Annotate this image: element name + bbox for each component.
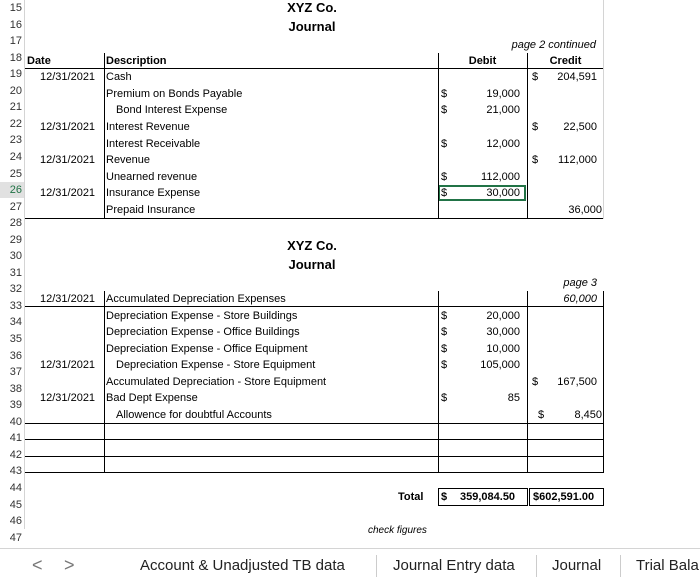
header-description: Description [106, 55, 167, 67]
header-credit: Credit [549, 55, 582, 67]
next-sheet-icon[interactable]: > [64, 555, 75, 575]
currency-sign: $ [441, 359, 448, 371]
j2-desc-8: Allowence for doubtful Accounts [116, 409, 272, 421]
j2-date-5: 12/31/2021 [40, 359, 96, 371]
row-header[interactable]: 36 [0, 348, 24, 364]
j1-desc-9: Prepaid Insurance [106, 204, 196, 216]
row-header[interactable]: 21 [0, 99, 24, 115]
j1-desc-7: Unearned revenue [106, 171, 198, 183]
j2-desc-3: Depreciation Expense - Office Buildings [106, 326, 300, 338]
journal-title-2: Journal [288, 257, 336, 272]
row-header[interactable]: 17 [0, 33, 24, 49]
page-amount-2: 60,000 [563, 293, 597, 305]
row-header[interactable]: 47 [0, 530, 24, 546]
tab-journal-entry-data[interactable]: Journal Entry data [393, 557, 515, 574]
row-header[interactable]: 22 [0, 116, 24, 132]
currency-sign: $ [441, 104, 448, 116]
sheet-tab-bar [0, 548, 700, 584]
total-label: Total [398, 491, 424, 503]
j1-desc-5: Interest Receivable [106, 138, 201, 150]
j1-debit-2: 19,000 [486, 88, 520, 100]
row-header[interactable]: 27 [0, 199, 24, 215]
j1-date-4: 12/31/2021 [40, 121, 96, 133]
row-header[interactable]: 19 [0, 66, 24, 82]
j2-credit-8: 8,450 [574, 409, 602, 421]
row-header[interactable]: 34 [0, 314, 24, 330]
j1-desc-2: Premium on Bonds Payable [106, 88, 243, 100]
row-header[interactable]: 42 [0, 447, 24, 463]
row-header[interactable]: 24 [0, 149, 24, 165]
j1-date-1: 12/31/2021 [40, 71, 96, 83]
grid-line [527, 291, 528, 473]
header-debit: Debit [468, 55, 497, 67]
currency-sign: $ [441, 138, 448, 150]
active-cell-selection[interactable] [438, 185, 526, 201]
j1-desc-8: Insurance Expense [106, 187, 201, 199]
currency-sign: $ [538, 409, 545, 421]
row-header[interactable]: 20 [0, 83, 24, 99]
currency-sign: $ [532, 376, 539, 388]
j1-desc-4: Interest Revenue [106, 121, 190, 133]
currency-sign: $ [441, 491, 448, 503]
grid-line [25, 218, 603, 219]
tab-trial-balance[interactable]: Trial Bala [636, 557, 699, 574]
journal-title-1: Journal [288, 19, 336, 34]
row-header[interactable]: 37 [0, 364, 24, 380]
header-date: Date [27, 55, 51, 67]
row-header[interactable]: 45 [0, 497, 24, 513]
currency-sign: $ [441, 326, 448, 338]
j2-debit-5: 105,000 [480, 359, 520, 371]
row-header-border [24, 0, 25, 529]
page-label-1: page 2 continued [511, 39, 596, 51]
j2-desc-5: Depreciation Expense - Store Equipment [116, 359, 316, 371]
j2-debit-2: 20,000 [486, 310, 520, 322]
prev-sheet-icon[interactable]: < [32, 555, 43, 575]
grid-line [25, 423, 603, 424]
j2-debit-4: 10,000 [486, 343, 520, 355]
tab-separator [536, 555, 537, 577]
row-header[interactable]: 25 [0, 166, 24, 182]
grid-line [104, 53, 105, 219]
grid-line [438, 53, 439, 219]
row-header[interactable]: 46 [0, 513, 24, 529]
row-header[interactable]: 43 [0, 463, 24, 479]
tab-journal[interactable]: Journal [552, 557, 602, 574]
currency-sign: $ [441, 310, 448, 322]
grid-line [438, 291, 439, 473]
j2-credit-6: 167,500 [557, 376, 597, 388]
grid-line [104, 291, 105, 473]
grid-line [25, 472, 603, 473]
page-label-2: page 3 [563, 277, 597, 289]
row-header[interactable]: 40 [0, 414, 24, 430]
total-debit-box [438, 488, 528, 506]
j1-debit-3: 21,000 [486, 104, 520, 116]
currency-sign: $ [441, 343, 448, 355]
tab-account-unadjusted-tb-data[interactable]: Account & Unadjusted TB data [140, 557, 345, 574]
j1-date-8: 12/31/2021 [40, 187, 96, 199]
j1-date-6: 12/31/2021 [40, 154, 96, 166]
j1-desc-3: Bond Interest Expense [116, 104, 228, 116]
company-title-2: XYZ Co. [287, 238, 337, 253]
row-header[interactable]: 41 [0, 430, 24, 446]
currency-sign: $ [441, 171, 448, 183]
j1-debit-7: 112,000 [481, 171, 520, 183]
company-title-1: XYZ Co. [287, 0, 337, 15]
row-header[interactable]: 39 [0, 397, 24, 413]
row-header[interactable]: 32 [0, 281, 24, 297]
currency-sign: $ [532, 71, 539, 83]
j2-desc-2: Depreciation Expense - Store Buildings [106, 310, 298, 322]
j2-debit-7: 85 [507, 392, 520, 404]
j2-debit-3: 30,000 [486, 326, 520, 338]
j2-date-7: 12/31/2021 [40, 392, 96, 404]
j1-desc-1: Cash [106, 71, 132, 83]
j2-desc-7: Bad Dept Expense [106, 392, 198, 404]
row-header[interactable]: 44 [0, 480, 24, 496]
total-credit: $602,591.00 [533, 491, 595, 503]
row-header[interactable]: 33 [0, 298, 24, 314]
grid-line [25, 306, 603, 307]
row-header[interactable]: 29 [0, 232, 24, 248]
grid-line [25, 68, 603, 69]
j1-credit-6: 112,000 [558, 154, 597, 166]
j1-credit-9: 36,000 [568, 204, 602, 216]
j2-date-1: 12/31/2021 [40, 293, 96, 305]
j2-desc-1: Accumulated Depreciation Expenses [106, 293, 286, 305]
check-figures-label: check figures [368, 525, 427, 536]
grid-line [25, 439, 603, 440]
row-header[interactable]: 26 [0, 182, 24, 198]
total-debit: 359,084.50 [460, 491, 516, 503]
j2-desc-6: Accumulated Depreciation - Store Equipment [106, 376, 327, 388]
currency-sign: $ [532, 121, 539, 133]
j2-desc-4: Depreciation Expense - Office Equipment [106, 343, 308, 355]
total-credit-box [529, 488, 604, 506]
currency-sign: $ [441, 392, 448, 404]
j1-credit-4: 22,500 [563, 121, 597, 133]
row-header[interactable]: 38 [0, 381, 24, 397]
j1-credit-first: 204,591 [557, 71, 597, 83]
currency-sign: $ [441, 88, 448, 100]
row-header[interactable]: 18 [0, 50, 24, 66]
row-header[interactable]: 23 [0, 132, 24, 148]
row-header[interactable]: 30 [0, 248, 24, 264]
currency-sign: $ [532, 154, 539, 166]
row-header[interactable]: 35 [0, 331, 24, 347]
row-header[interactable]: 31 [0, 265, 24, 281]
j1-desc-6: Revenue [106, 154, 151, 166]
tab-separator [620, 555, 621, 577]
grid-line [603, 291, 604, 473]
row-header[interactable]: 28 [0, 215, 24, 231]
grid-line [25, 456, 603, 457]
tab-separator [376, 555, 377, 577]
j1-debit-8: 30,000 [486, 187, 520, 199]
currency-sign: $ [441, 187, 448, 199]
grid-line [527, 53, 528, 219]
row-header[interactable]: 16 [0, 17, 24, 33]
grid-line [603, 0, 604, 219]
j1-debit-5: 12,000 [486, 138, 520, 150]
row-header[interactable]: 15 [0, 0, 24, 16]
